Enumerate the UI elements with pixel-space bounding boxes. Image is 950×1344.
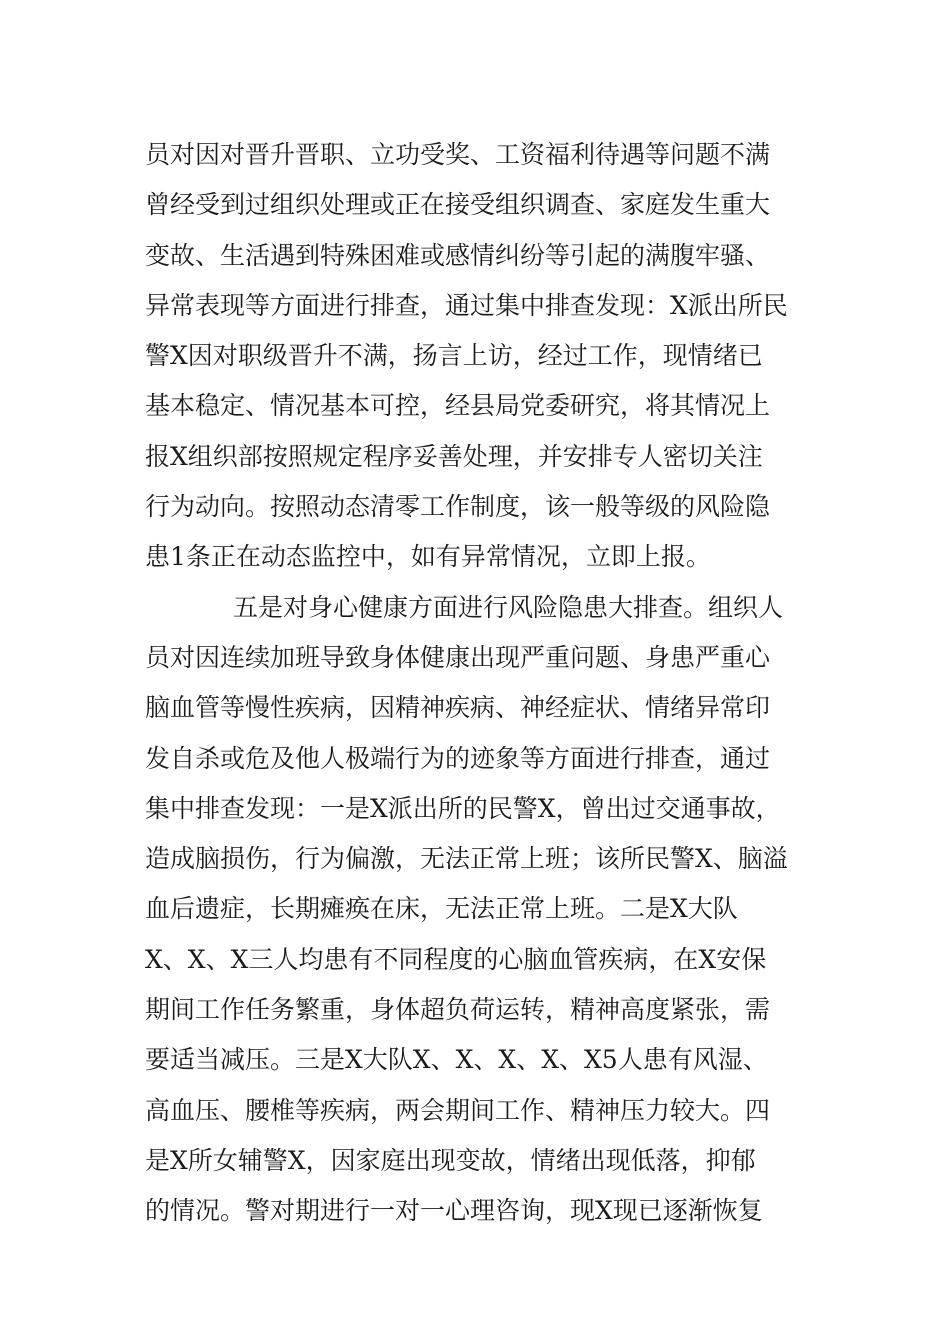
text-line: 变故、生活遇到特殊困难或感情纠纷等引起的满腹牢骚、	[145, 240, 771, 270]
text-line: 曾经受到过组织处理或正在接受组织调查、家庭发生重大	[145, 190, 771, 220]
text-line: 要适当减压。三是X大队X、X、X、X、X5人患有风湿、	[145, 1045, 768, 1075]
text-line: 是X所女辅警X，因家庭出现变故，情绪出现低落，抑郁	[145, 1145, 756, 1175]
text-line: 异常表现等方面进行排查，通过集中排查发现：X派出所民	[145, 290, 788, 320]
paragraph-start-line: 五是对身心健康方面进行风险隐患大排查。组织人	[233, 592, 784, 622]
text-line: 血后遗症，长期瘫痪在床，无法正常上班。二是X大队	[145, 894, 738, 924]
text-line: 员对因连续加班导致身体健康出现严重问题、身患严重心	[145, 642, 771, 672]
text-line: 报X组织部按照规定程序妥善处理，并安排专人密切关注	[145, 441, 763, 471]
text-line: 脑血管等慢性疾病，因精神疾病、神经症状、情绪异常印	[145, 693, 771, 723]
text-line: 员对因对晋升晋职、立功受奖、工资福利待遇等问题不满	[145, 140, 771, 169]
text-line: 期间工作任务繁重，身体超负荷运转，精神高度紧张，需	[145, 995, 771, 1025]
text-line: 发自杀或危及他人极端行为的迹象等方面进行排查，通过	[145, 743, 771, 773]
text-line: 造成脑损伤，行为偏激，无法正常上班；该所民警X、脑溢	[145, 844, 788, 874]
text-line: 高血压、腰椎等疾病，两会期间工作、精神压力较大。四	[145, 1095, 771, 1125]
text-line: 警X因对职级晋升不满，扬言上访，经过工作，现情绪已	[145, 341, 763, 371]
text-line: 基本稳定、情况基本可控，经县局党委研究，将其情况上	[145, 391, 771, 421]
body-text	[145, 130, 815, 1237]
text-line: 患1条正在动态监控中，如有异常情况，立即上报。	[145, 542, 711, 572]
text-line: X、X、X三人均患有不同程度的心脑血管疾病，在X安保	[145, 944, 767, 974]
text-line: 行为动向。按照动态清零工作制度，该一般等级的风险隐	[145, 492, 771, 522]
text-line: 集中排查发现：一是X派出所的民警X，曾出过交通事故，	[145, 793, 781, 823]
text-line: 的情况。警对期进行一对一心理咨询，现X现已逐渐恢复	[145, 1196, 763, 1226]
